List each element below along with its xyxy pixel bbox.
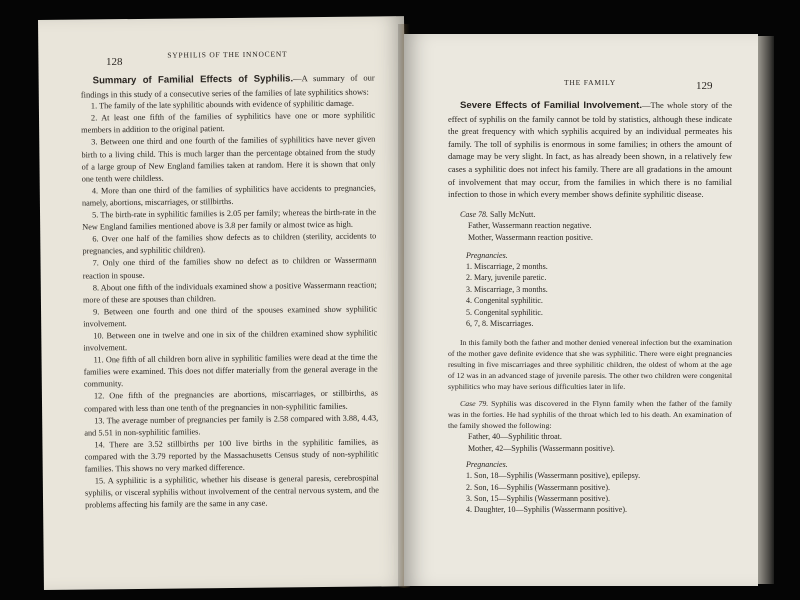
pregnancy-item: 4. Daughter, 10—Syphilis (Wassermann positive). (466, 505, 628, 515)
severe-effects-paragraph: Severe Effects of Familial Involvement.—The whole story of the effect of syphilis on the family cannot be told by statistics, although these indicate the great frequency with which syphilis acquired by an individual permeates his family. The toll of syphilis is enormous in some families; in others the amount of damage may be very slight. In fact, as has already been shown, in a relatively few cases a syphilitic does not infect his family. There are all gradations in the amount of involvement that may occur, from the families in which there is no familial infection to those in which every member shows definite syphilitic disease. (448, 100, 732, 200)
pregnancies-label: Pregnancies. (466, 460, 508, 470)
list-item: 13. The average number of pregnancies per family is 2.58 compared with 3.88, 4.43, and 5.51 in non-syphilitic families. (84, 413, 379, 438)
left-page (38, 16, 410, 590)
list-item: 9. Between one fourth and one third of the spouses examined show syphilitic involvement. (83, 304, 378, 329)
case-79-text: Case 79. Syphilis was discovered in the Flynn family when the father of the family was in the forties. He had syphilis of the throat which led to his death. An examination of the family showed the following: (448, 399, 732, 431)
case-78-note: In this family both the father and mother denied venereal infection but the examination of the mother gave definite evidence that she was syphilitic. There were eight pregnancies resulting in five miscarriages and three syphilitic children, the oldest of whom at the age of 12 was in an advanced stage of juvenile paresis. The other two children were congenital syphilitics who may have serious difficulties later in life. (448, 338, 732, 392)
pregnancy-item: 1. Son, 18—Syphilis (Wassermann positive), epilepsy. (466, 471, 641, 481)
pregnancy-item: 5. Congenital syphilitic. (466, 307, 543, 317)
list-item: 5. The birth-rate in syphilitic families is 2.05 per family; whereas the birth-rate in the New England families mentioned above is 3.8 per family or almost twice as high. (82, 207, 377, 232)
page-number-left: 128 (106, 56, 123, 68)
list-item: 12. One fifth of the pregnancies are abortions, miscarriages, or stillbirths, as compared with less than one tenth of the pregnancies in non-syphilitic families. (84, 388, 378, 414)
case-line: Father, Wassermann reaction negative. (468, 221, 592, 231)
pregnancy-item: 6, 7, 8. Miscarriages. (466, 319, 534, 328)
pregnancies-label: Pregnancies. (466, 250, 508, 260)
case-79 (448, 398, 732, 515)
list-item: 6. Over one half of the families show defects as to children (sterility, accidents to pregnancies, and syphilitic children). (82, 231, 377, 256)
list-item: 1. The family of the late syphilitic abounds with evidence of syphilitic damage. (90, 98, 354, 111)
running-head-left: SYPHILIS OF THE INNOCENT (167, 49, 288, 60)
list-item: 10. Between one in twelve and one in six of the children examined show syphilitic involvement. (83, 328, 378, 353)
list-item: 11. One fifth of all children born alive in syphilitic families were dead at the time the families were examined. This does not differ materially from the general average in the community. (83, 352, 378, 389)
list-item: 3. Between one third and one fourth of the families of syphilitics have never given birth to a living child. This is much larger than the percentage obtained from the study of a large group of New England families taken at random. Here it is shown that only one tenth were childless. (81, 134, 376, 184)
running-head-right: THE FAMILY (564, 78, 616, 87)
list-item: 15. A syphilitic is a syphilitic, whether his disease is general paresis, cerebrospinal syphilis, or visceral syphilis without involvement of the central nervous system, and the problems affecting his family are the same in any case. (84, 473, 379, 510)
case-label: Case 78. (460, 209, 488, 219)
pregnancy-item: 1. Miscarriage, 2 months. (466, 261, 548, 271)
list-item: 14. There are 3.52 stillbirths per 100 live births in the syphilitic families, as compared with the 3.79 reported by the Massachusetts Census study of non-syphilitic families. This shows no very marked difference. (84, 437, 379, 474)
section-heading-severe: Severe Effects of Familial Involvement. (460, 100, 643, 111)
list-item: 7. Only one third of the families show no defect as to children or Wassermann reaction in spouse. (82, 255, 377, 281)
page-number-right: 129 (696, 80, 713, 92)
pregnancy-item: 2. Mary, juvenile paretic. (466, 273, 547, 283)
case-line: Father, 40—Syphilitic throat. (468, 432, 562, 442)
pregnancy-item: 3. Son, 15—Syphilis (Wassermann positive). (466, 494, 611, 504)
case-name: Sally McNutt. (490, 209, 536, 219)
summary-intro: Summary of Familial Effects of Syphilis.—A summary of our findings in this study of a consecutive series of the families of late syphilitics shows: (80, 72, 375, 100)
pregnancy-item: 4. Congenital syphilitic. (466, 296, 543, 306)
list-item: 8. About one fifth of the individuals examined show a positive Wassermann reaction; more of these are spouses than children. (82, 280, 377, 305)
right-page (404, 34, 758, 586)
list-item: 2. At least one fifth of the families of syphilitics have one or more syphilitic members in addition to the original patient. (81, 110, 376, 135)
list-item: 4. More than one third of the families of syphilitics have accidents to pregnancies, namely, abortions, miscarriages, or stillbirths. (81, 183, 376, 208)
case-line: Mother, Wassermann reaction positive. (468, 232, 593, 242)
pregnancy-item: 3. Miscarriage, 3 months. (466, 284, 548, 294)
book-cover-edge (758, 36, 774, 584)
section-heading-summary: Summary of Familial Effects of Syphilis. (92, 73, 294, 87)
case-line: Mother, 42—Syphilis (Wassermann positive). (468, 443, 615, 453)
case-label: Case 79. (460, 399, 489, 409)
case-78 (448, 209, 732, 393)
pregnancy-item: 2. Son, 16—Syphilis (Wassermann positive). (466, 482, 611, 492)
